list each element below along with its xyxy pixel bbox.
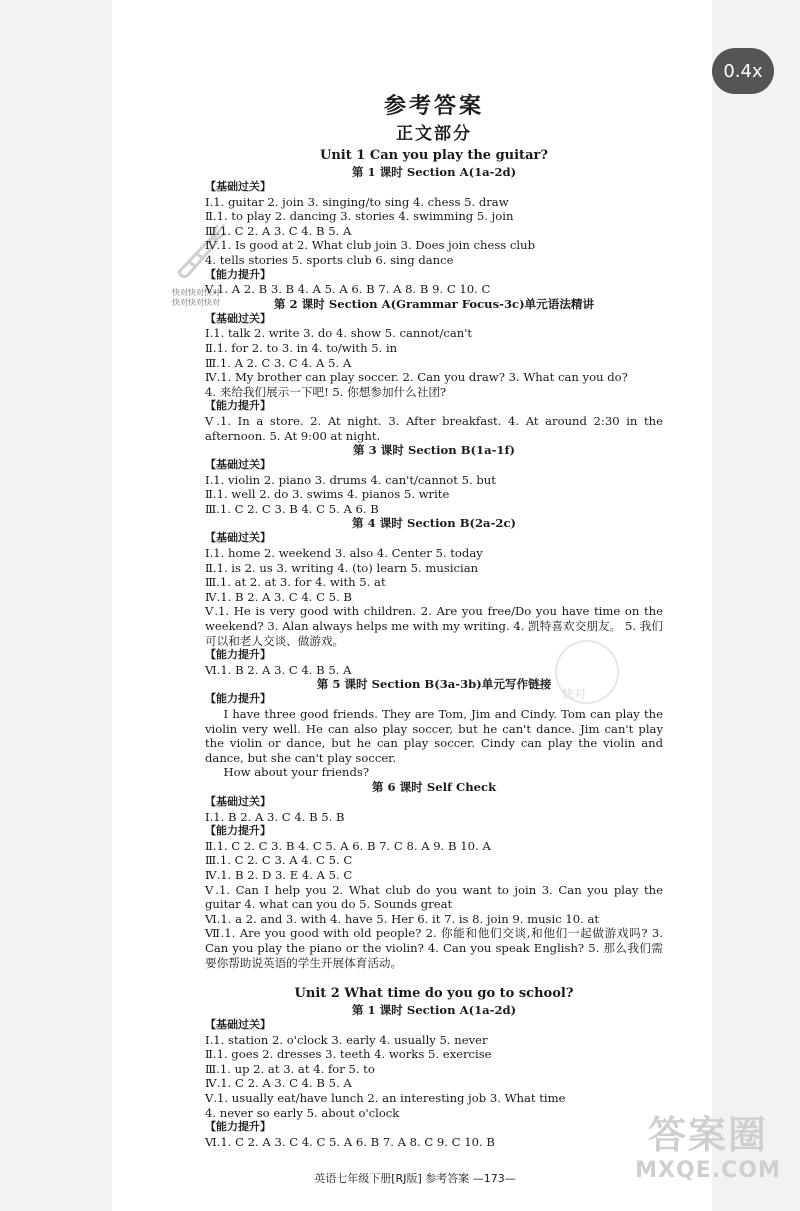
answer-line: Ⅴ.1. usually eat/have lunch 2. an interesting job 3. What time (205, 1091, 566, 1106)
answer-paragraph: Ⅴ.1. Can I help you 2. What club do you want to join 3. Can you play the guitar 4. what can you do 5. Sounds great (205, 882, 663, 912)
answer-line: Ⅵ.1. B 2. A 3. C 4. B 5. A (205, 662, 352, 677)
section-heading: 【能力提升】 (205, 267, 271, 281)
section-heading: 【能力提升】 (205, 1120, 271, 1134)
answer-line: Ⅲ.1. C 2. C 3. B 4. C 5. A 6. B (205, 501, 379, 516)
answer-line: 4. never so early 5. about o'clock (205, 1105, 400, 1120)
lesson-title: 第 3 课时 Section B(1a-1f) (353, 443, 515, 458)
writing-paragraph: How about your friends? (223, 765, 370, 780)
answer-line: Ⅰ.1. guitar 2. join 3. singing/to sing 4. chess 5. draw (205, 194, 509, 209)
lesson-title: 第 5 课时 Section B(3a-3b)单元写作链接 (316, 677, 552, 692)
answer-line: Ⅰ.1. talk 2. write 3. do 4. show 5. cannot/can't (205, 326, 473, 341)
answer-line: 4. 来给我们展示一下吧! 5. 你想参加什么社团? (205, 384, 447, 399)
section-heading: 【能力提升】 (205, 648, 271, 662)
page-subtitle: 正文部分 (396, 124, 472, 144)
section-heading: 【基础过关】 (205, 794, 271, 808)
section-heading: 【基础过关】 (205, 458, 271, 472)
watermark-logo-text: 答案圈 (647, 1113, 768, 1157)
section-heading: 【基础过关】 (205, 1018, 271, 1032)
answer-line: Ⅳ.1. Is good at 2. What club join 3. Does join chess club (205, 238, 536, 253)
section-heading: 【基础过关】 (205, 180, 271, 193)
lesson-title: 第 4 课时 Section B(2a-2c) (351, 516, 516, 531)
answer-paragraph: Ⅶ.1. Are you good with old people? 2. 你能和他们交谈,和他们一起做游戏吗? 3. Can you play the piano or the violin? 4. Can you speak English? 5. 那么我们需要你帮助说英语的学生开展体育活动。 (205, 926, 663, 970)
zoom-level-badge[interactable]: 0.4x (712, 48, 774, 94)
answer-line: Ⅳ.1. My brother can play soccer. 2. Can you draw? 3. What can you do? (205, 370, 628, 385)
lesson-title: 第 1 课时 Section A(1a-2d) (351, 165, 517, 179)
unit-title: Unit 1 Can you play the guitar? (320, 148, 548, 163)
answer-line: 4. tells stories 5. sports club 6. sing dance (205, 252, 454, 267)
answer-line: Ⅲ.1. C 2. C 3. A 4. C 5. C (205, 853, 353, 868)
writing-paragraph: I have three good friends. They are Tom, Jim and Cindy. Tom can play the violin very well. He can also play soccer, but he can't dance. Jim can't play the violin or dance, but he can play soccer. Cindy can play the violin and dance, but she can't play soccer. (205, 707, 663, 765)
answer-content (205, 92, 663, 1149)
page-title: 参考答案 (383, 94, 484, 119)
page-footer: 英语七年级下册[RJ版] 参考答案 —173— (314, 1172, 516, 1185)
answer-line: Ⅰ.1. home 2. weekend 3. also 4. Center 5. today (205, 546, 483, 561)
answer-line: Ⅵ.1. C 2. A 3. C 4. C 5. A 6. B 7. A 8. C 9. C 10. B (205, 1134, 495, 1149)
lesson-title: 第 2 课时 Section A(Grammar Focus-3c)单元语法精讲 (273, 296, 595, 311)
answer-line: Ⅴ.1. A 2. B 3. B 4. A 5. A 6. B 7. A 8. B 9. C 10. C (205, 282, 491, 297)
lesson-title: 第 1 课时 Section A(1a-2d) (351, 1003, 517, 1018)
answer-line: Ⅳ.1. B 2. D 3. E 4. A 5. C (205, 867, 353, 882)
site-watermark (618, 1112, 798, 1184)
answer-line: Ⅱ.1. for 2. to 3. in 4. to/with 5. in (205, 340, 398, 355)
answer-line: Ⅵ.1. a 2. and 3. with 4. have 5. Her 6. it 7. is 8. join 9. music 10. at (205, 911, 600, 926)
sticker-caption: 快对快对快对 快对快对快对 (172, 288, 220, 307)
answer-line: Ⅱ.1. well 2. do 3. swims 4. pianos 5. write (205, 487, 450, 502)
answer-line: Ⅱ.1. to play 2. dancing 3. stories 4. swimming 5. join (205, 209, 514, 224)
lesson-title: 第 6 课时 Self Check (371, 779, 497, 794)
answer-line: Ⅲ.1. at 2. at 3. for 4. with 5. at (205, 575, 386, 590)
answer-line: Ⅳ.1. C 2. A 3. C 4. B 5. A (205, 1076, 352, 1091)
answer-line: Ⅱ.1. C 2. C 3. B 4. C 5. A 6. B 7. C 8. A 9. B 10. A (205, 838, 491, 853)
watermark-url: MXQE.COM (635, 1158, 781, 1183)
stamp-text: 快对 (562, 687, 587, 701)
answer-line: Ⅰ.1. station 2. o'clock 3. early 4. usually 5. never (205, 1032, 488, 1047)
answer-line: Ⅲ.1. C 2. A 3. C 4. B 5. A (205, 223, 352, 238)
answer-paragraph: Ⅴ.1. In a store. 2. At night. 3. After breakfast. 4. At around 2:30 in the afternoon. 5. At 9:00 at night. (205, 413, 663, 443)
answer-line: Ⅰ.1. B 2. A 3. C 4. B 5. B (205, 809, 345, 824)
unit-title: Unit 2 What time do you go to school? (294, 986, 574, 1002)
answer-line: Ⅰ.1. violin 2. piano 3. drums 4. can't/cannot 5. but (205, 472, 496, 487)
section-heading: 【能力提升】 (205, 399, 271, 413)
answer-line: Ⅲ.1. up 2. at 3. at 4. for 5. to (205, 1061, 375, 1076)
section-heading: 【能力提升】 (205, 692, 271, 706)
answer-line: Ⅳ.1. B 2. A 3. C 4. C 5. B (205, 589, 352, 604)
answer-line: Ⅱ.1. is 2. us 3. writing 4. (to) learn 5. musician (205, 560, 479, 575)
section-heading: 【基础过关】 (205, 311, 271, 325)
section-heading: 【能力提升】 (205, 824, 271, 838)
section-heading: 【基础过关】 (205, 531, 271, 545)
answer-line: Ⅲ.1. A 2. C 3. C 4. A 5. A (205, 355, 352, 370)
answer-line: Ⅱ.1. goes 2. dresses 3. teeth 4. works 5. exercise (205, 1047, 492, 1062)
answer-paragraph: Ⅴ.1. He is very good with children. 2. Are you free/Do you have time on the weekend? 3. Alan always helps me with my writing. 4. 凯特喜欢交朋友。 5. 我们可以和老人交谈、做游戏。 (205, 604, 663, 648)
